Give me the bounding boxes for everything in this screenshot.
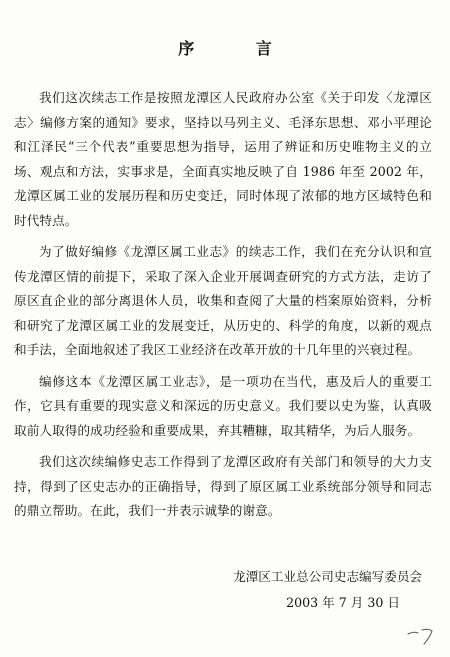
- page-title: 序 言: [178, 39, 300, 58]
- paragraph-1: 我们这次续志工作是按照龙潭区人民政府办公室《关于印发〈龙潭区志〉编修方案的通知》要求，坚持以马列主义、毛泽东思想、邓小平理论和江泽民“三个代表”重要思想为指导，运用了辨证和历史唯物主义的立场、观点和方法，实事求是，全面真实地反映了自 1986 年至 2002 年，龙潭区属工业的发展历程和历史变迁，同时体现了浓郁的地方区域特色和时代特点。: [14, 90, 432, 228]
- handwritten-mark-icon: [404, 625, 440, 647]
- paragraph-3: 编修这本《龙潭区属工业志》，是一项功在当代，惠及后人的重要工作，它具有重要的现实意义和深远的历史意义。我们要以史为鉴，认真吸取前人取得的成功经验和重要成果，弃其糟糠，取其精华，为后人服务。: [14, 373, 432, 438]
- preface-body: [14, 86, 432, 531]
- paragraph-2: 为了做好编修《龙潭区属工业志》的续志工作，我们在充分认识和宣传龙潭区情的前提下，采取了深入企业开展调查研究的方式方法，走访了原区直企业的部分离退休人员，收集和查阅了大量的档案原始资料，分析和研究了龙潭区属工业的发展变迁，从历史的、科学的角度，以新的观点和手法，全面地叙述了我区工业经济在改革开放的十几年里的兴衰过程。: [14, 244, 432, 357]
- signature-organization: 龙潭区工业总公司史志编写委员会: [233, 569, 422, 584]
- paragraph-4: 我们这次续编修史志工作得到了龙潭区政府有关部门和领导的大力支持，得到了区史志办的正确指导，得到了原区属工业系统部分领导和同志的鼎立帮助。在此，我们一并表示诚挚的谢意。: [14, 454, 432, 518]
- signature-date: 2003 年 7 月 30 日: [286, 595, 400, 610]
- signature-block: [233, 566, 422, 610]
